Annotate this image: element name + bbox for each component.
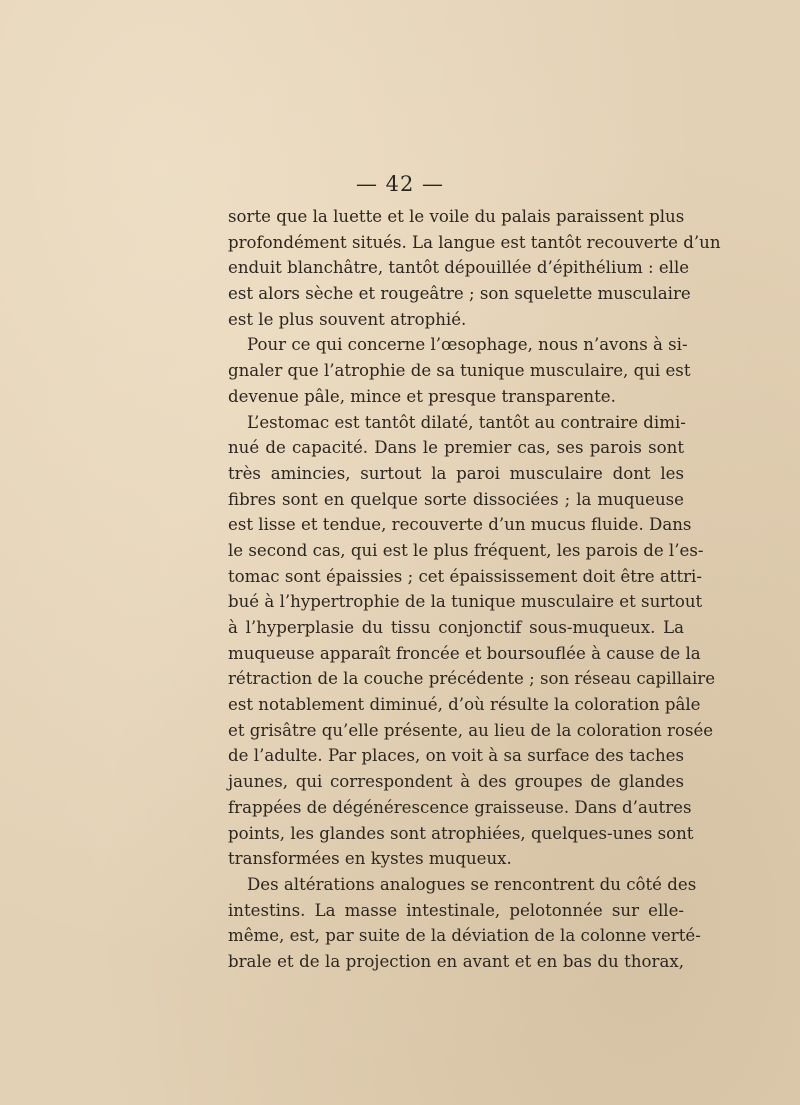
text-line: jaunes, qui correspondent à des groupes de glandes [228,772,684,792]
text-line: transformées en kystes muqueux. [228,849,512,869]
text-line: est alors sèche et rougeâtre ; son squelette musculaire [228,284,691,304]
text-line: muqueuse apparaît froncée et boursouflée à cause de la [228,643,701,663]
body-text [228,204,721,975]
text-line: à l’hyperplasie du tissu conjonctif sous-muqueux. La [228,618,684,637]
text-line: gnaler que l’atrophie de sa tunique musculaire, qui est [228,361,691,381]
text-line: frappées de dégénérescence graisseuse. Dans d’autres [228,797,692,817]
text-line: Des altérations analogues se rencontrent du côté des [247,874,697,894]
text-line: très amincies, surtout la paroi musculaire dont les [228,463,684,483]
text-line: est notablement diminué, d’où résulte la coloration pâle [228,695,701,715]
text-line: sorte que la luette et le voile du palais paraissent plus [228,207,685,226]
text-line: L’estomac est tantôt dilaté, tantôt au contraire dimi- [247,412,686,432]
text-line: points, les glandes sont atrophiées, quelques-unes sont [228,823,694,843]
text-line: bué à l’hypertrophie de la tunique musculaire et surtout [228,592,703,612]
text-line: rétraction de la couche précédente ; son réseau capillaire [228,669,716,689]
page-number: — 42 — [355,172,445,196]
text-line: de l’adulte. Par places, on voit à sa surface des taches [228,746,684,766]
text-line: intestins. La masse intestinale, pelotonnée sur elle- [228,900,684,920]
text-line: est lisse et tendue, recouverte d’un mucus fluide. Dans [228,515,692,535]
text-line: enduit blanchâtre, tantôt dépouillée d’épithélium : elle [228,258,690,278]
text-line: tomac sont épaissies ; cet épaississement doit être attri- [228,566,702,586]
text-line: brale et de la projection en avant et en bas du thorax, [228,951,684,971]
text-line: devenue pâle, mince et presque transparente. [228,386,616,406]
text-line: même, est, par suite de la déviation de la colonne verté- [228,926,701,946]
text-line: le second cas, qui est le plus fréquent, les parois de l’es- [228,540,704,560]
text-line: Pour ce qui concerne l’œsophage, nous n’avons à si- [247,335,688,355]
text-line: nué de capacité. Dans le premier cas, ses parois sont [228,438,684,458]
text-line: est le plus souvent atrophié. [228,309,467,329]
text-line: fibres sont en quelque sorte dissociées ; la muqueuse [228,489,684,509]
text-line: profondément situés. La langue est tantôt recouverte d’un [228,232,721,252]
text-line: et grisâtre qu’elle présente, au lieu de la coloration rosée [228,720,714,740]
